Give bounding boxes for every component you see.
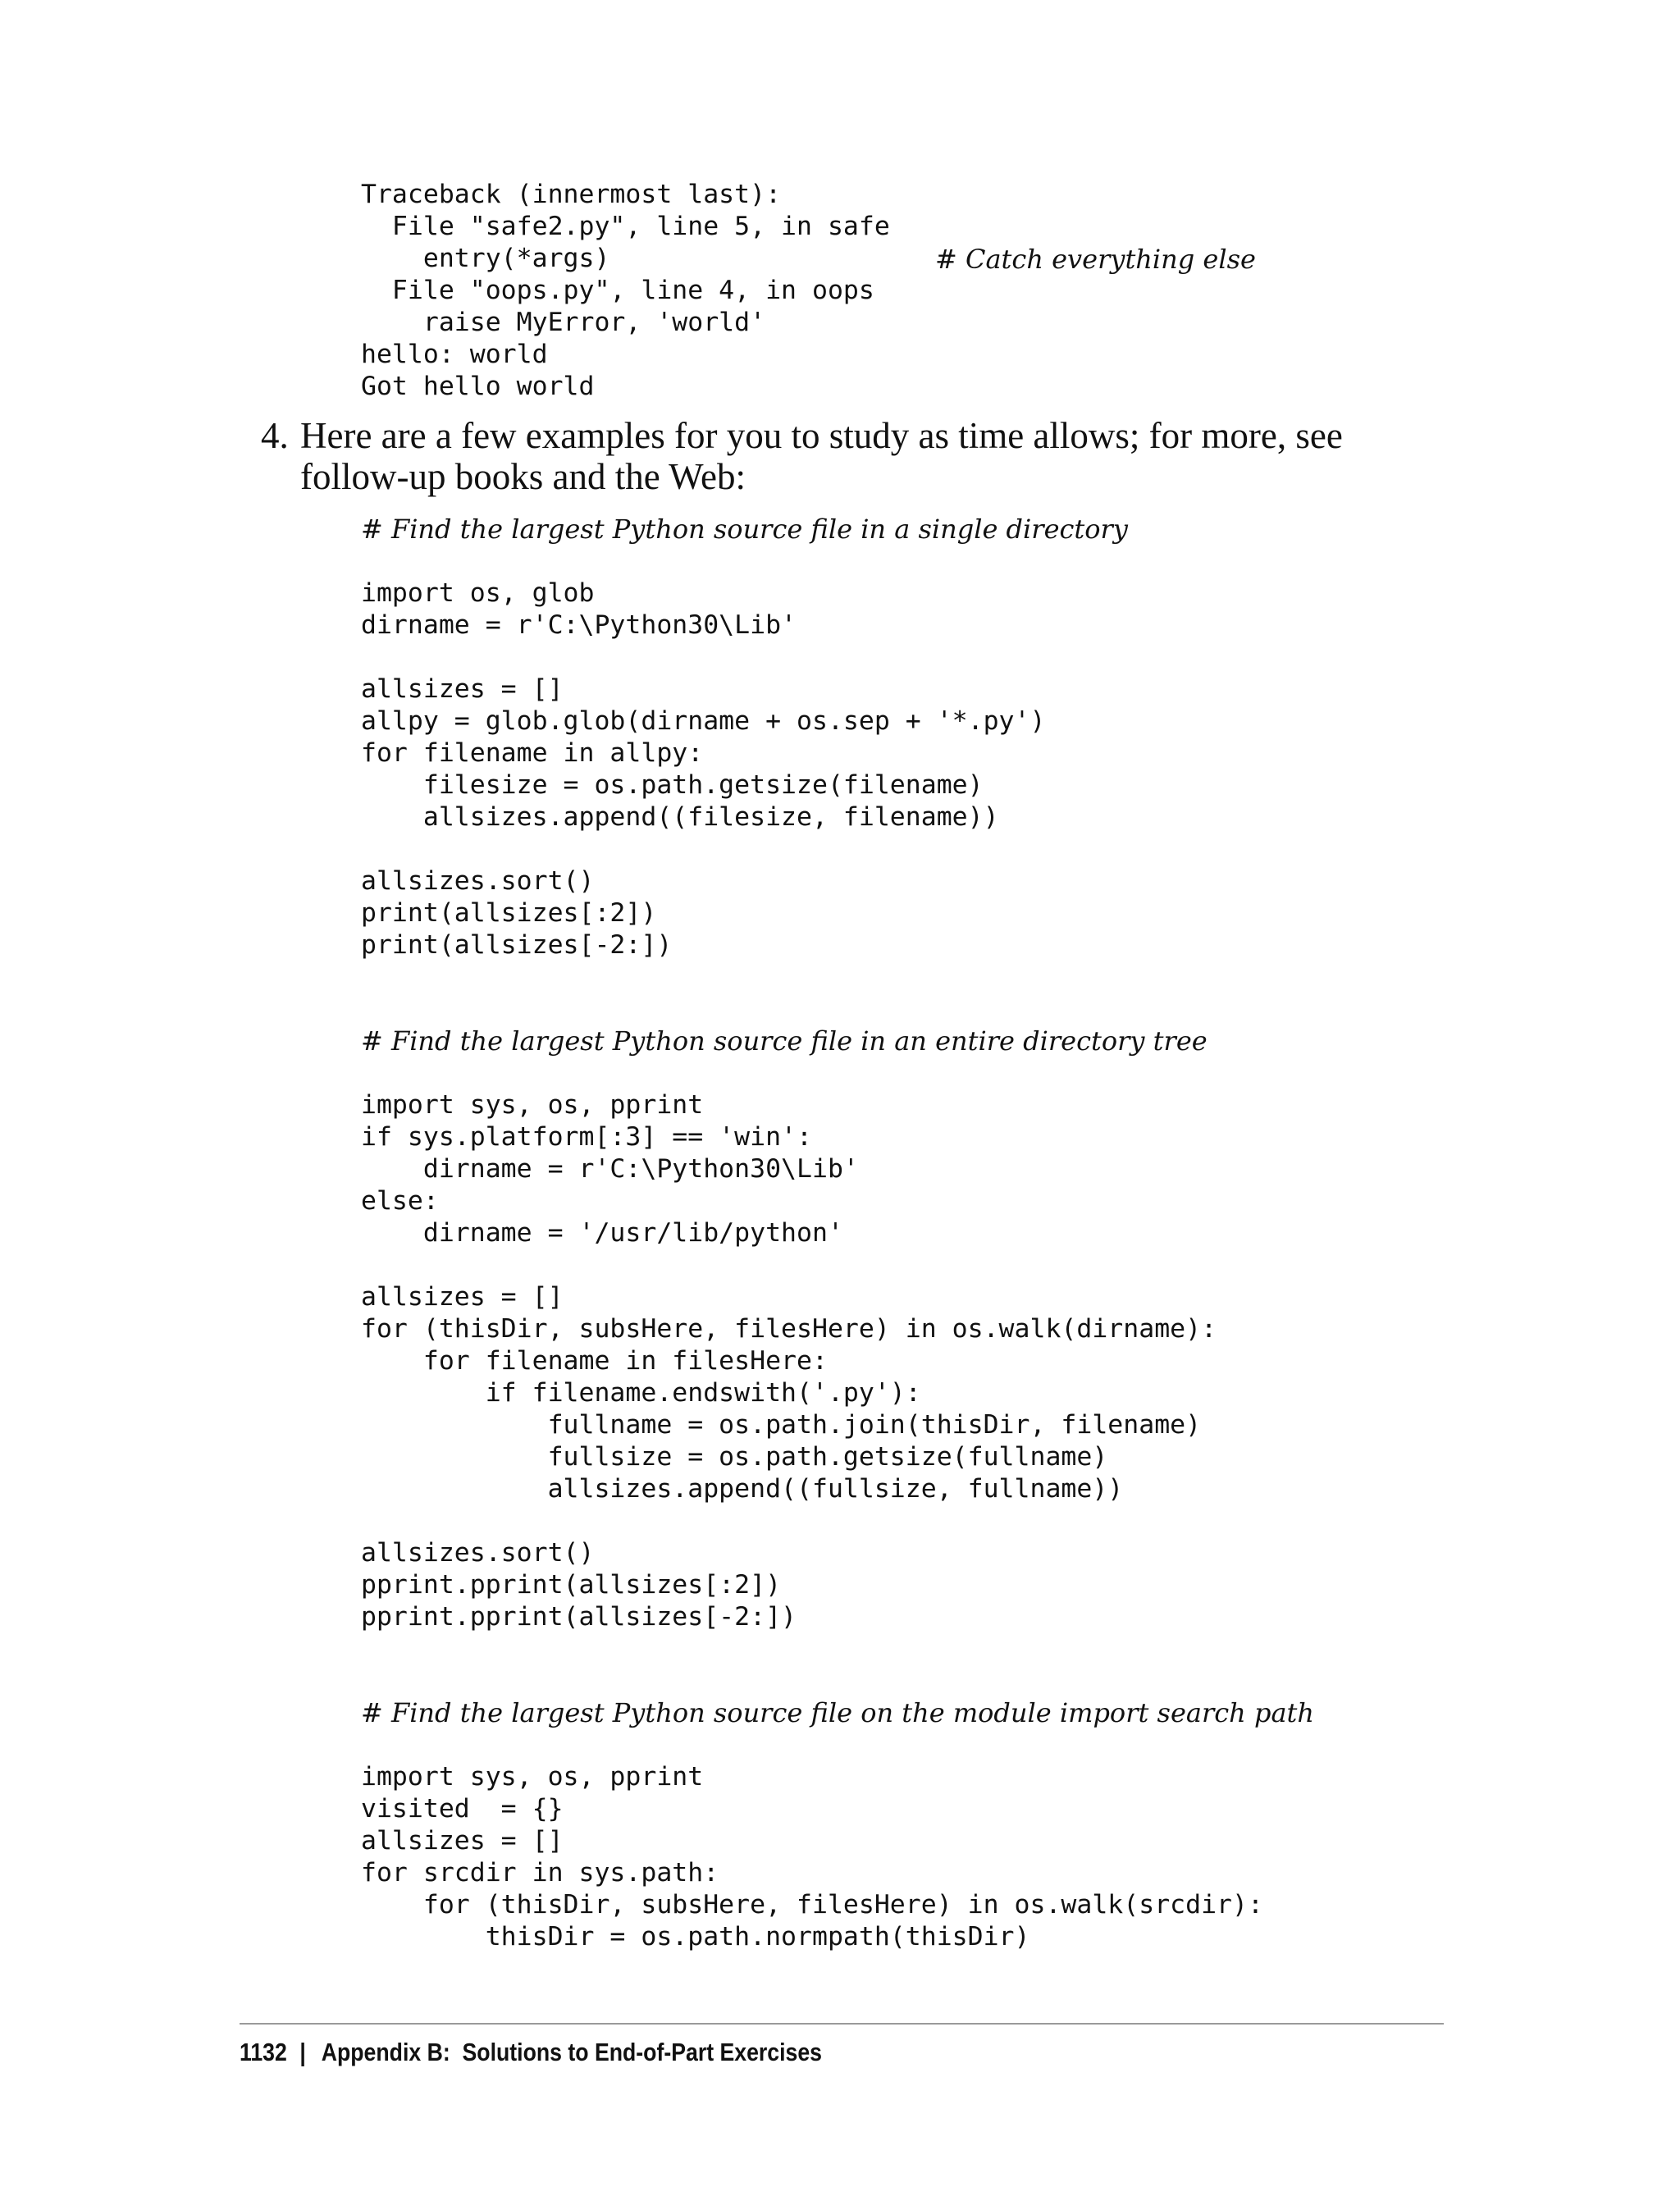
example2-comment: # Find the largest Python source file in an entire directory tree (361, 1025, 1208, 1057)
example3-comment: # Find the largest Python source file on the module import search path (361, 1697, 1314, 1728)
list-item-number: 4. (261, 415, 289, 456)
example3-code-block: import sys, os, pprint visited = {} allsizes = [] for srcdir in sys.path: for (thisDir, subsHere, filesHere) in os.walk(srcdir): thisDir = os.path.normpath(thisDir) (361, 1762, 1263, 1952)
page-footer (240, 2036, 822, 2069)
catch-everything-comment: # Catch everything else (935, 244, 1256, 275)
example1-code-block: import os, glob dirname = r'C:\Python30\Lib' allsizes = [] allpy = glob.glob(dirname + os.sep + '*.py') for filename in allpy: filesize = os.path.getsize(filename) allsizes.append((filesize, filename)) allsizes.sort() print(allsizes[:2]) print(allsizes[-2:]) (361, 578, 1046, 960)
example1-comment: # Find the largest Python source file in a single directory (361, 514, 1128, 545)
page-number: 1132 (240, 2038, 287, 2066)
traceback-code-block: Traceback (innermost last): File "safe2.py", line 5, in safe entry(*args) File "oops.py", line 4, in oops raise MyError, 'world' hello: world Got hello world (361, 180, 890, 401)
example2-code-block: import sys, os, pprint if sys.platform[:3] == 'win': dirname = r'C:\Python30\Lib' else: dirname = '/usr/lib/python' allsizes = [] for (thisDir, subsHere, filesHere) in os.walk(dirname): for filename in filesHere: if filename.endswith('.py'): fullname = os.path.join(thisDir, filename) fullsize = os.path.getsize(fullname) allsizes.append((fullsize, fullname)) allsizes.sort() pprint.pprint(allsizes[:2]) pprint.pprint(allsizes[-2:]) (361, 1090, 1217, 1632)
footer-separator: | (299, 2038, 306, 2066)
list-item-text: Here are a few examples for you to study as time allows; for more, see follow-up books and the Web: (300, 415, 1343, 497)
footer-divider (240, 2023, 1444, 2025)
running-title: Appendix B: Solutions to End-of-Part Exercises (321, 2038, 823, 2066)
